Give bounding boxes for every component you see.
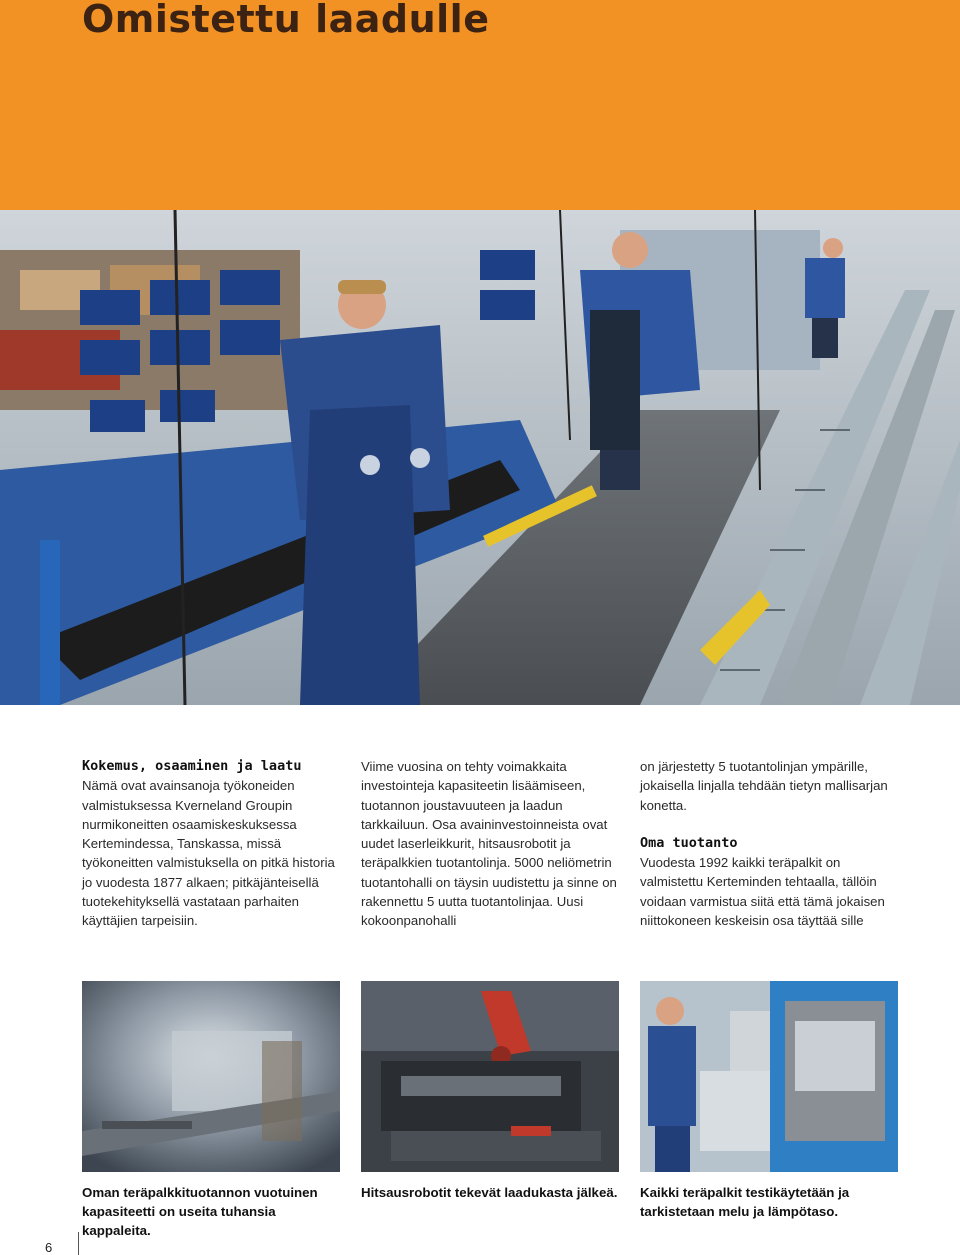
page-number: 6 (45, 1240, 53, 1255)
photo-caption: Hitsausrobotit tekevät laadukasta jälkeä. (361, 1185, 618, 1200)
section-heading-experience: Kokemus, osaaminen ja laatu (82, 758, 302, 774)
page-number-divider (78, 1232, 79, 1255)
photo-caption: Oman teräpalkkituotannon vuotuinen kapasiteetti on useita tuhansia kappaleita. (82, 1185, 318, 1238)
body-text: Nämä ovat avainsanoja työkoneiden valmistuksessa Kverneland Groupin nurmikoneitten osaamiskeskuksessa Kertemindessa, Tanskassa, missä työkoneitten valmistuksella on pitkä historia jo vuodesta 1877 alkaen; pitkäjänteisellä tuotekehityksellä vastataan parhaiten käyttäjien tarpeisiin. (82, 778, 335, 929)
section-heading-own-production: Oma tuotanto (640, 834, 738, 851)
text-column-2 (361, 757, 623, 931)
text-column-3 (640, 757, 902, 930)
header-band (0, 0, 960, 210)
body-text: on järjestetty 5 tuotantolinjan ympärille, jokaisella linjalla tehdään tietyn mallisarjan konetta. (640, 759, 888, 813)
page-title: Omistettu laadulle (82, 0, 490, 41)
body-text: Viime vuosina on tehty voimakkaita investointeja kapasiteetin lisäämiseen, tuotannon joustavuuteen ja laadun tarkkailuun. Osa avaininvestoinneista ovat uudet laserleikkurit, hitsausrobotit ja teräpalkkien tuotantolinja. 5000 neliömetrin tuotantohalli on täysin uudistettu ja sinne on rakennettu 5 uutta tuotantolinjaa. Uusi kokoonpanohalli (361, 759, 617, 929)
welding-robot-photo (361, 981, 619, 1172)
blade-bar-production-photo (82, 981, 340, 1172)
test-run-photo (640, 981, 898, 1172)
text-column-1 (82, 757, 344, 931)
photo-caption: Kaikki teräpalkit testikäytetään ja tarkistetaan melu ja lämpötaso. (640, 1185, 850, 1219)
body-text: Vuodesta 1992 kaikki teräpalkit on valmistettu Kerteminden tehtaalla, tällöin voidaan varmistua siitä että tämä jokaisen niittokoneen keskeisin osa täyttää sille (640, 855, 885, 929)
assembly-line-photo (0, 210, 960, 705)
